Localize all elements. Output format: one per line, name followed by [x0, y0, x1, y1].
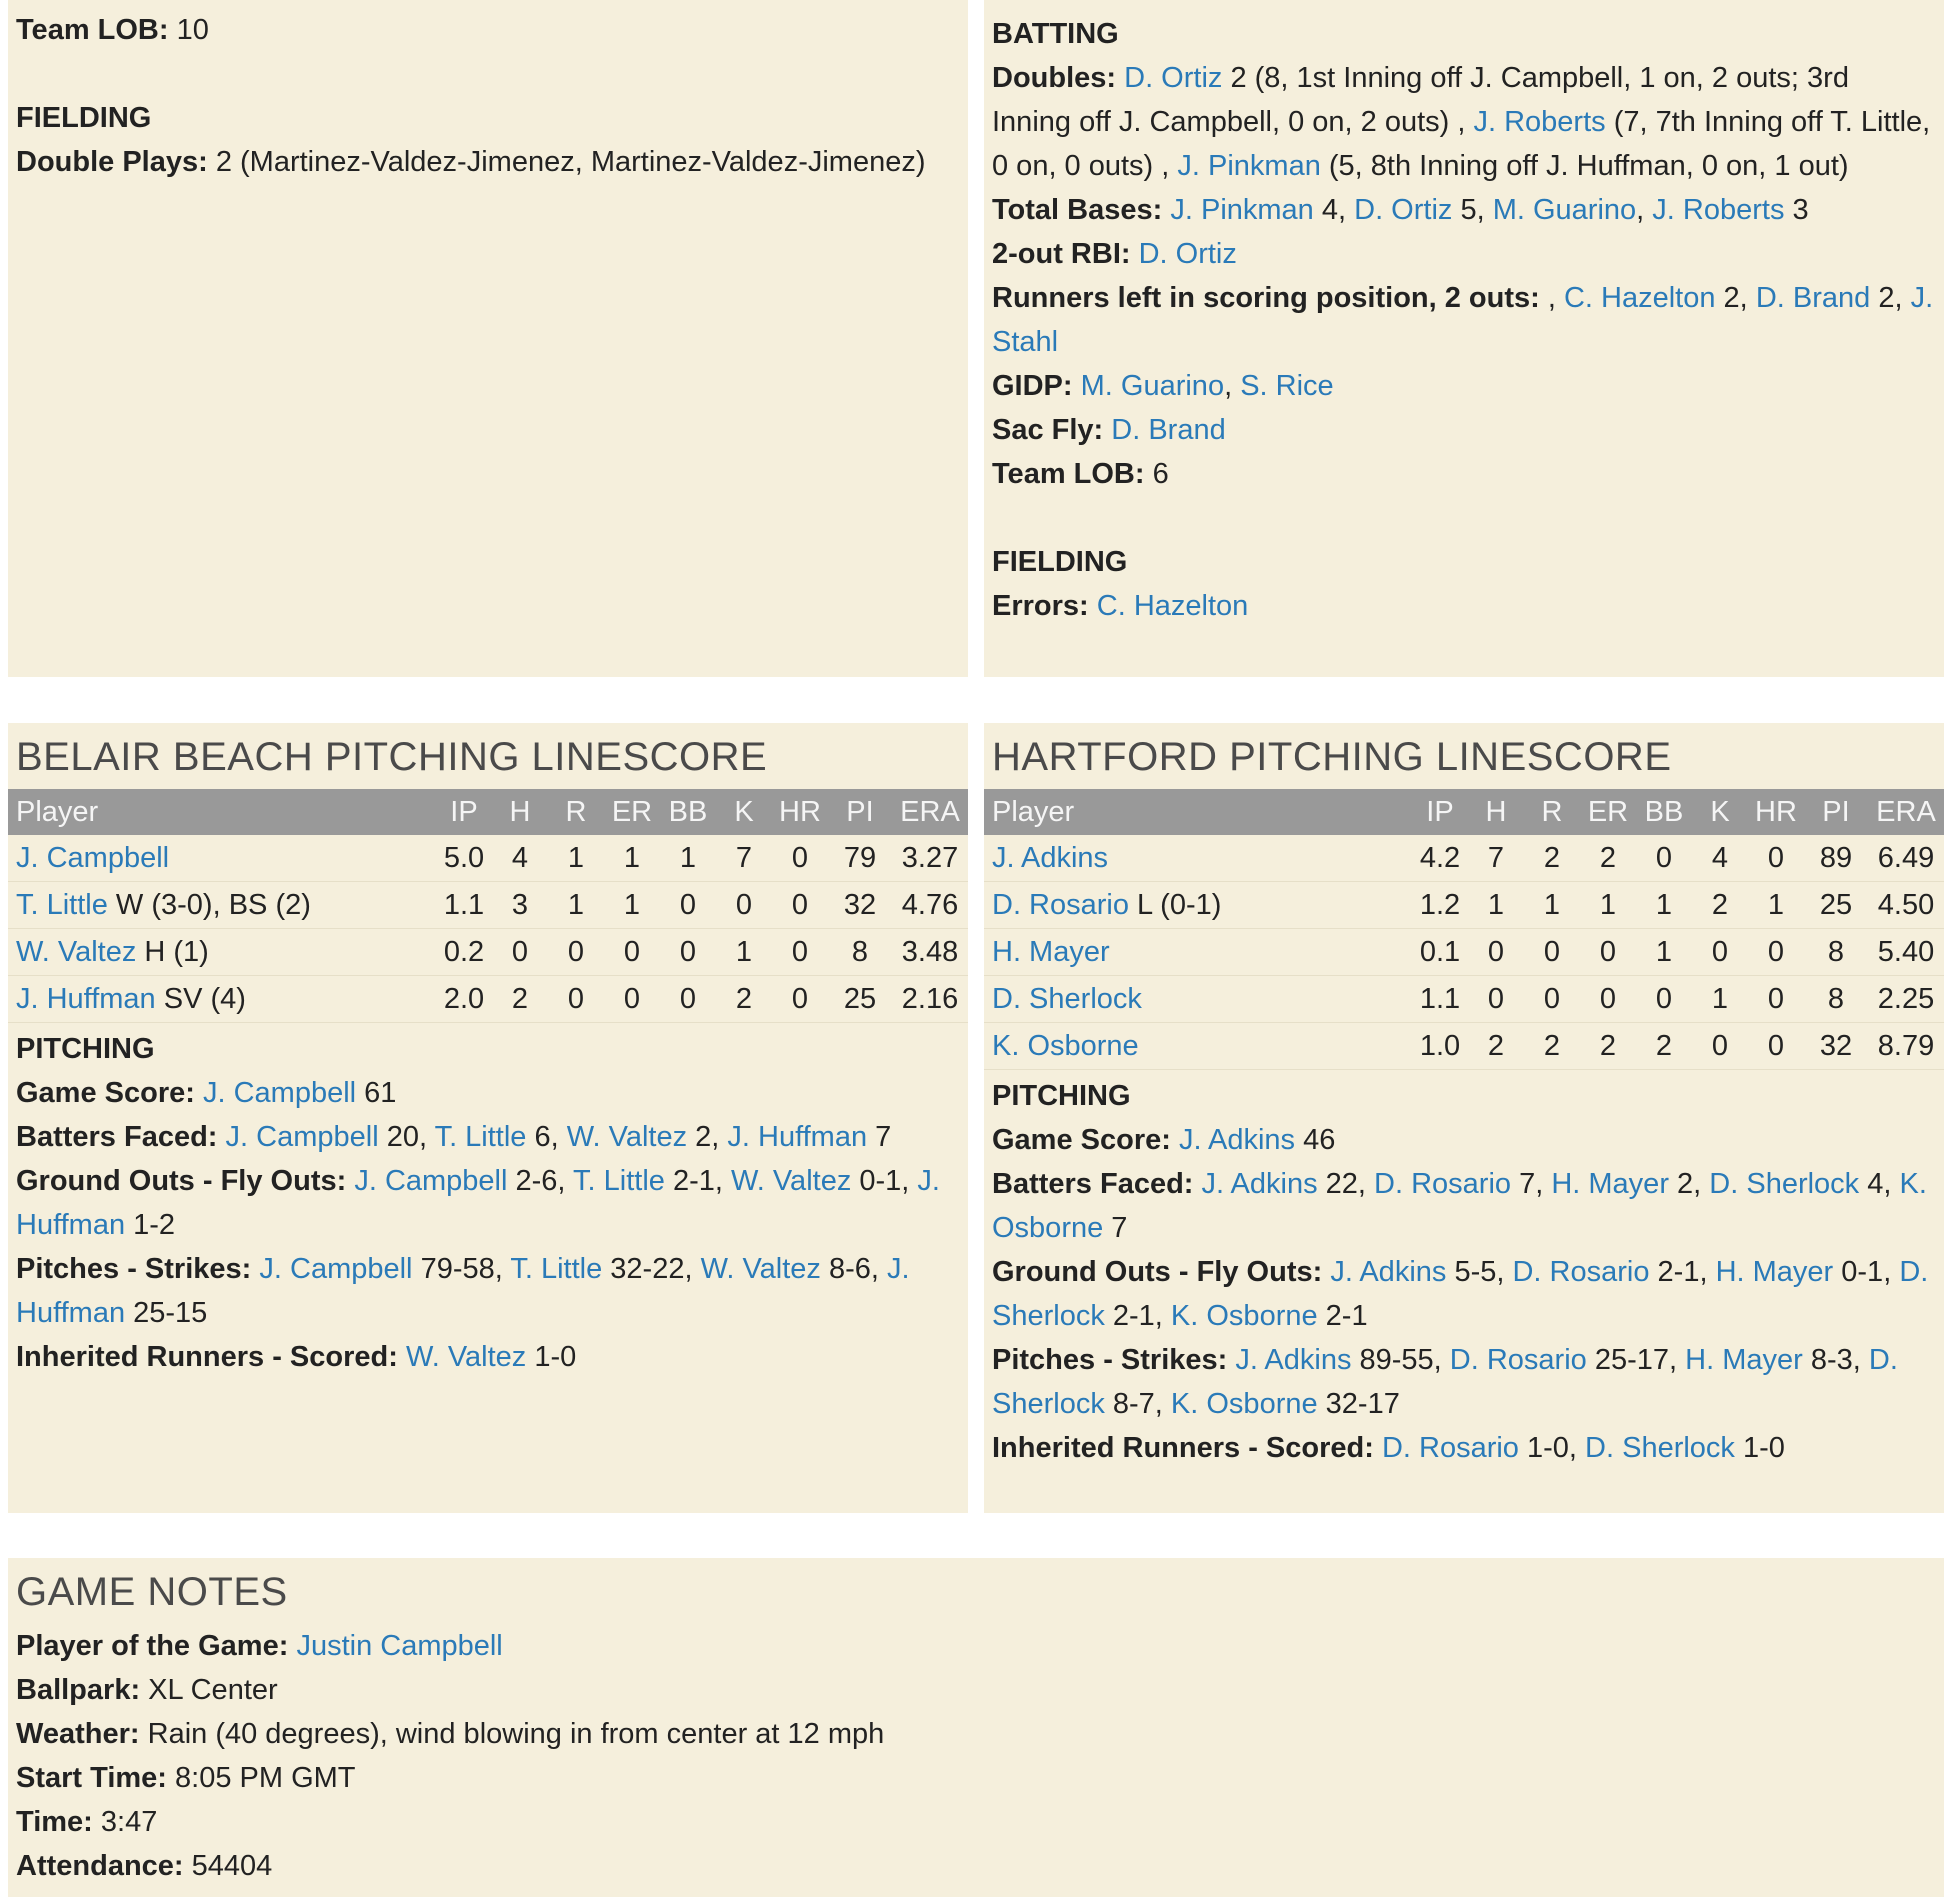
player-link[interactable]: K. Osborne — [1170, 1388, 1318, 1420]
player-cell — [984, 1023, 1412, 1070]
errors-line: Errors: C. Hazelton — [992, 590, 1249, 622]
stat-cell-era: 4.76 — [892, 882, 968, 929]
table-row — [8, 976, 968, 1023]
ground-fly-outs-line: Ground Outs - Fly Outs: J. Adkins 5-5, D. Rosario 2-1, H. Mayer 0-1, D. Sherlock 2-1, K. Osborne 2-1 — [992, 1256, 1929, 1332]
player-link[interactable]: J. Campbell — [225, 1121, 379, 1153]
sac-fly-line: Sac Fly: D. Brand — [992, 414, 1226, 446]
inherited-runners-line: Inherited Runners - Scored: W. Valtez 1-0 — [16, 1341, 577, 1373]
decision-note: L (0-1) — [1129, 888, 1222, 921]
stat-cell-h: 0 — [492, 929, 548, 976]
stat-cell-er: 0 — [604, 929, 660, 976]
player-link[interactable]: T. Little — [573, 1165, 665, 1197]
player-link[interactable]: D. Sherlock — [992, 1344, 1898, 1420]
column-header: Player — [8, 789, 436, 835]
stat-cell-hr: 1 — [1748, 882, 1804, 929]
table-header-row — [984, 789, 1944, 835]
stat-cell-pi: 25 — [828, 976, 892, 1023]
player-cell — [8, 929, 436, 976]
player-cell — [8, 976, 436, 1023]
player-link[interactable]: J. Adkins — [1178, 1124, 1296, 1156]
stat-cell-ip: 0.1 — [1412, 929, 1468, 976]
stat-cell-era: 6.49 — [1868, 835, 1944, 882]
gidp-line: GIDP: M. Guarino, S. Rice — [992, 370, 1334, 402]
stat-cell-ip: 1.1 — [436, 882, 492, 929]
column-header: K — [1692, 789, 1748, 835]
stat-cell-pi: 8 — [828, 929, 892, 976]
stat-cell-h: 0 — [1468, 976, 1524, 1023]
stat-cell-er: 0 — [1580, 929, 1636, 976]
stat-cell-er: 1 — [604, 835, 660, 882]
ballpark-line: Ballpark: XL Center — [16, 1674, 278, 1706]
stat-cell-pi: 25 — [1804, 882, 1868, 929]
column-header: BB — [660, 789, 716, 835]
stat-cell-bb: 1 — [660, 835, 716, 882]
double-plays-line: Double Plays: 2 (Martinez-Valdez-Jimenez, Martinez-Valdez-Jimenez) — [16, 146, 926, 178]
pitching-header: PITCHING — [16, 1033, 155, 1065]
stat-cell-h: 4 — [492, 835, 548, 882]
player-link[interactable]: D. Sherlock — [1709, 1168, 1860, 1200]
stat-cell-ip: 1.0 — [1412, 1023, 1468, 1070]
game-score-line: Game Score: J. Adkins 46 — [992, 1124, 1336, 1156]
stat-cell-hr: 0 — [1748, 1023, 1804, 1070]
stat-cell-er: 2 — [1580, 1023, 1636, 1070]
stat-cell-r: 0 — [548, 976, 604, 1023]
stat-cell-k: 4 — [1692, 835, 1748, 882]
stat-cell-er: 0 — [1580, 976, 1636, 1023]
stat-cell-bb: 1 — [1636, 882, 1692, 929]
stat-cell-er: 0 — [604, 976, 660, 1023]
player-link[interactable]: W. Valtez — [16, 935, 137, 968]
column-header: Player — [984, 789, 1412, 835]
inherited-runners-line: Inherited Runners - Scored: D. Rosario 1-0, D. Sherlock 1-0 — [992, 1432, 1785, 1464]
stat-cell-era: 4.50 — [1868, 882, 1944, 929]
player-link[interactable]: S. Rice — [1240, 370, 1334, 402]
stat-cell-r: 1 — [548, 882, 604, 929]
game-time-line: Time: 3:47 — [16, 1806, 158, 1838]
stat-cell-r: 0 — [1524, 929, 1580, 976]
player-cell — [984, 882, 1412, 929]
decision-note: SV (4) — [155, 982, 246, 1015]
player-link[interactable]: H. Mayer — [1715, 1256, 1834, 1288]
column-header: R — [1524, 789, 1580, 835]
attendance-line: Attendance: 54404 — [16, 1850, 273, 1882]
stat-cell-era: 2.25 — [1868, 976, 1944, 1023]
stat-cell-era: 3.27 — [892, 835, 968, 882]
stat-cell-ip: 5.0 — [436, 835, 492, 882]
player-link[interactable]: C. Hazelton — [1096, 590, 1249, 622]
stat-cell-hr: 0 — [772, 929, 828, 976]
section-title: HARTFORD PITCHING LINESCORE — [992, 735, 1672, 779]
total-bases-line: Total Bases: J. Pinkman 4, D. Ortiz 5, M. Guarino, J. Roberts 3 — [992, 194, 1809, 226]
player-link[interactable]: J. Adkins — [1235, 1344, 1352, 1376]
stat-cell-k: 0 — [716, 882, 772, 929]
stat-cell-r: 1 — [548, 835, 604, 882]
pitches-strikes-line: Pitches - Strikes: J. Campbell 79-58, T. Little 32-22, W. Valtez 8-6, J. Huffman 25-15 — [16, 1253, 910, 1329]
stat-cell-pi: 32 — [828, 882, 892, 929]
player-link[interactable]: J. Roberts — [1473, 106, 1606, 138]
player-link[interactable]: W. Valtez — [566, 1121, 688, 1153]
player-link[interactable]: W. Valtez — [730, 1165, 852, 1197]
batting-header: BATTING — [992, 18, 1119, 50]
player-link[interactable]: T. Little — [510, 1253, 603, 1285]
table-row — [8, 882, 968, 929]
stat-cell-pi: 79 — [828, 835, 892, 882]
player-cell — [984, 929, 1412, 976]
table-row — [984, 882, 1944, 929]
player-link[interactable]: D. Rosario — [1374, 1168, 1512, 1200]
stat-cell-h: 3 — [492, 882, 548, 929]
decision-note: W (3-0), BS (2) — [107, 888, 311, 921]
player-link[interactable]: D. Sherlock — [992, 1256, 1929, 1332]
player-link[interactable]: J. Huffman — [16, 1253, 910, 1329]
player-link[interactable]: T. Little — [16, 888, 108, 921]
stat-cell-bb: 2 — [1636, 1023, 1692, 1070]
stat-cell-k: 1 — [1692, 976, 1748, 1023]
player-link[interactable]: J. Pinkman — [1177, 150, 1321, 182]
player-link[interactable]: D. Rosario — [1512, 1256, 1650, 1288]
stat-cell-k: 1 — [716, 929, 772, 976]
stat-cell-r: 2 — [1524, 1023, 1580, 1070]
player-link[interactable]: D. Rosario — [1449, 1344, 1587, 1376]
player-link[interactable]: M. Guarino — [1492, 194, 1637, 226]
player-cell — [984, 835, 1412, 882]
stat-cell-pi: 8 — [1804, 976, 1868, 1023]
stat-cell-pi: 89 — [1804, 835, 1868, 882]
stat-cell-bb: 0 — [660, 929, 716, 976]
stat-cell-ip: 1.2 — [1412, 882, 1468, 929]
stat-cell-ip: 0.2 — [436, 929, 492, 976]
player-link[interactable]: K. Osborne — [1170, 1300, 1318, 1332]
section-title: BELAIR BEACH PITCHING LINESCORE — [16, 735, 768, 779]
stat-cell-h: 1 — [1468, 882, 1524, 929]
start-time-line: Start Time: 8:05 PM GMT — [16, 1762, 356, 1794]
stat-cell-era: 2.16 — [892, 976, 968, 1023]
player-link[interactable]: M. Guarino — [1080, 370, 1225, 402]
batters-faced-line: Batters Faced: J. Adkins 22, D. Rosario 7, H. Mayer 2, D. Sherlock 4, K. Osborne 7 — [992, 1168, 1927, 1244]
batting-fielding-panel — [984, 0, 1944, 677]
column-header: H — [1468, 789, 1524, 835]
stat-cell-k: 0 — [1692, 929, 1748, 976]
player-link[interactable]: D. Sherlock — [1585, 1432, 1735, 1464]
column-header: IP — [436, 789, 492, 835]
stat-cell-h: 2 — [492, 976, 548, 1023]
stat-cell-k: 7 — [716, 835, 772, 882]
fielding-header: FIELDING — [16, 102, 152, 134]
table-row — [984, 976, 1944, 1023]
player-link[interactable]: J. Campbell — [354, 1165, 508, 1197]
player-link[interactable]: J. Campbell — [202, 1077, 357, 1109]
player-link[interactable]: J. Huffman — [16, 1165, 940, 1241]
column-header: ER — [604, 789, 660, 835]
game-notes-panel — [8, 1558, 1944, 1897]
player-link[interactable]: D. Rosario — [992, 888, 1129, 921]
fielding-header: FIELDING — [992, 546, 1128, 578]
player-link[interactable]: H. Mayer — [1685, 1344, 1803, 1376]
column-header: ERA — [892, 789, 968, 835]
stat-cell-r: 2 — [1524, 835, 1580, 882]
player-link[interactable]: J. Huffman — [16, 982, 156, 1015]
hartford-batting-continued-panel — [8, 0, 968, 677]
pitches-strikes-line: Pitches - Strikes: J. Adkins 89-55, D. Rosario 25-17, H. Mayer 8-3, D. Sherlock 8-7, K. Osborne 32-17 — [992, 1344, 1898, 1420]
player-cell — [8, 882, 436, 929]
stat-cell-ip: 4.2 — [1412, 835, 1468, 882]
player-link[interactable]: J. Pinkman — [1170, 194, 1314, 226]
stat-cell-h: 0 — [1468, 929, 1524, 976]
stat-cell-er: 1 — [604, 882, 660, 929]
player-link[interactable]: D. Ortiz — [1138, 238, 1237, 270]
column-header: H — [492, 789, 548, 835]
stat-cell-era: 5.40 — [1868, 929, 1944, 976]
player-link[interactable]: T. Little — [434, 1121, 527, 1153]
table-row — [984, 929, 1944, 976]
stat-cell-ip: 1.1 — [1412, 976, 1468, 1023]
column-header: HR — [772, 789, 828, 835]
column-header: HR — [1748, 789, 1804, 835]
player-link[interactable]: K. Osborne — [992, 1029, 1139, 1062]
stat-cell-pi: 32 — [1804, 1023, 1868, 1070]
column-header: PI — [1804, 789, 1868, 835]
pitching-linescore-table — [8, 789, 968, 1023]
belair-pitching-panel — [8, 723, 968, 1513]
ground-fly-outs-line: Ground Outs - Fly Outs: J. Campbell 2-6, T. Little 2-1, W. Valtez 0-1, J. Huffman 1-2 — [16, 1165, 940, 1241]
column-header: R — [548, 789, 604, 835]
table-row — [8, 835, 968, 882]
two-out-rbi-line: 2-out RBI: D. Ortiz — [992, 238, 1237, 270]
player-link[interactable]: D. Brand — [1111, 414, 1226, 446]
player-link[interactable]: C. Hazelton — [1563, 282, 1716, 314]
player-cell — [8, 835, 436, 882]
player-link[interactable]: H. Mayer — [1551, 1168, 1669, 1200]
stat-cell-bb: 0 — [1636, 976, 1692, 1023]
game-score-line: Game Score: J. Campbell 61 — [16, 1077, 397, 1109]
stat-cell-k: 0 — [1692, 1023, 1748, 1070]
team-lob-line: Team LOB: 6 — [992, 458, 1169, 490]
decision-note: H (1) — [136, 935, 209, 968]
stat-cell-k: 2 — [716, 976, 772, 1023]
player-link[interactable]: D. Sherlock — [992, 982, 1142, 1015]
player-link[interactable]: Justin Campbell — [296, 1630, 503, 1662]
stat-cell-era: 3.48 — [892, 929, 968, 976]
player-link[interactable]: J. Adkins — [992, 841, 1109, 874]
player-link[interactable]: D. Ortiz — [1124, 62, 1223, 94]
stat-cell-era: 8.79 — [1868, 1023, 1944, 1070]
player-link[interactable]: J. Adkins — [1201, 1168, 1318, 1200]
stat-cell-r: 1 — [1524, 882, 1580, 929]
player-link[interactable]: D. Ortiz — [1354, 194, 1453, 226]
player-link[interactable]: D. Rosario — [1381, 1432, 1519, 1464]
player-link[interactable]: J. Adkins — [1330, 1256, 1447, 1288]
table-row — [8, 929, 968, 976]
column-header: PI — [828, 789, 892, 835]
column-header: ERA — [1868, 789, 1944, 835]
column-header: K — [716, 789, 772, 835]
player-cell — [984, 976, 1412, 1023]
table-row — [984, 835, 1944, 882]
stat-cell-hr: 0 — [1748, 976, 1804, 1023]
stat-cell-hr: 0 — [772, 976, 828, 1023]
player-of-game-line: Player of the Game: Justin Campbell — [16, 1630, 503, 1662]
player-link[interactable]: W. Valtez — [700, 1253, 821, 1285]
stat-cell-er: 2 — [1580, 835, 1636, 882]
stat-cell-bb: 1 — [1636, 929, 1692, 976]
stat-cell-pi: 8 — [1804, 929, 1868, 976]
stat-cell-hr: 0 — [1748, 929, 1804, 976]
column-header: IP — [1412, 789, 1468, 835]
player-link[interactable]: K. Osborne — [992, 1168, 1927, 1244]
stat-cell-bb: 0 — [1636, 835, 1692, 882]
stat-cell-hr: 0 — [772, 835, 828, 882]
column-header: ER — [1580, 789, 1636, 835]
weather-line: Weather: Rain (40 degrees), wind blowing in from center at 12 mph — [16, 1718, 885, 1750]
player-link[interactable]: J. Huffman — [727, 1121, 868, 1153]
stat-cell-bb: 0 — [660, 976, 716, 1023]
player-link[interactable]: H. Mayer — [992, 935, 1110, 968]
stat-cell-h: 7 — [1468, 835, 1524, 882]
stat-cell-k: 2 — [1692, 882, 1748, 929]
team-lob-line: Team LOB: 10 — [16, 14, 209, 46]
section-title: GAME NOTES — [16, 1570, 288, 1614]
table-row — [984, 1023, 1944, 1070]
stat-cell-bb: 0 — [660, 882, 716, 929]
column-header: BB — [1636, 789, 1692, 835]
player-link[interactable]: W. Valtez — [405, 1341, 527, 1373]
player-link[interactable]: J. Stahl — [992, 282, 1934, 358]
stat-cell-er: 1 — [1580, 882, 1636, 929]
stat-cell-h: 2 — [1468, 1023, 1524, 1070]
player-link[interactable]: J. Roberts — [1652, 194, 1785, 226]
table-header-row — [8, 789, 968, 835]
pitching-header: PITCHING — [992, 1080, 1131, 1112]
stat-cell-r: 0 — [1524, 976, 1580, 1023]
doubles-line: Doubles: D. Ortiz 2 (8, 1st Inning off J. Campbell, 1 on, 2 outs; 3rd Inning off J. Campbell, 0 on, 2 outs) , J. Roberts (7, 7th Inning off T. Little, 0 on, 0 outs) , J. Pinkman (5, 8th Inning off J. Huffman, 0 on, 1 out) — [992, 62, 1931, 182]
player-link[interactable]: J. Campbell — [16, 841, 170, 874]
player-link[interactable]: J. Campbell — [259, 1253, 413, 1285]
stat-cell-hr: 0 — [772, 882, 828, 929]
pitching-linescore-table — [984, 789, 1944, 1070]
rlisp-line: Runners left in scoring position, 2 outs: , C. Hazelton 2, D. Brand 2, J. Stahl — [992, 282, 1934, 358]
stat-cell-r: 0 — [548, 929, 604, 976]
player-link[interactable]: D. Brand — [1755, 282, 1871, 314]
stat-cell-hr: 0 — [1748, 835, 1804, 882]
batters-faced-line: Batters Faced: J. Campbell 20, T. Little 6, W. Valtez 2, J. Huffman 7 — [16, 1121, 892, 1153]
hartford-pitching-panel — [984, 723, 1944, 1513]
stat-cell-ip: 2.0 — [436, 976, 492, 1023]
